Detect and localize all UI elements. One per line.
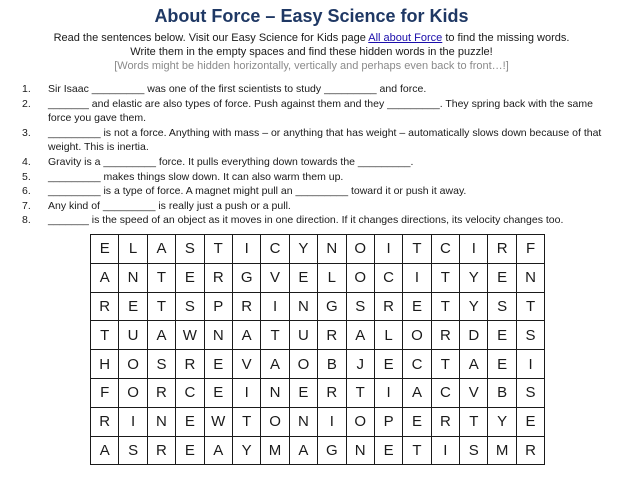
grid-cell: G: [318, 292, 346, 321]
grid-cell: W: [176, 321, 204, 350]
grid-cell: R: [374, 292, 402, 321]
hint-note: [Words might be hidden horizontally, vertically and perhaps even back to front…!]: [114, 60, 509, 72]
grid-cell: R: [176, 350, 204, 379]
grid-cell: B: [318, 350, 346, 379]
grid-row: [91, 292, 545, 321]
grid-cell: E: [91, 235, 119, 264]
question-text: Any kind of _________ is really just a push or a pull.: [48, 199, 291, 212]
grid-cell: O: [119, 350, 147, 379]
grid-cell: I: [232, 235, 260, 264]
grid-row: [91, 378, 545, 407]
grid-cell: V: [232, 350, 260, 379]
grid-cell: T: [403, 235, 431, 264]
question-text: _________ is a type of force. A magnet might pull an _________ toward it or push it away.: [48, 185, 467, 198]
grid-cell: E: [176, 263, 204, 292]
grid-row: [91, 436, 545, 465]
grid-cell: P: [374, 407, 402, 436]
grid-cell: N: [318, 235, 346, 264]
grid-cell: A: [204, 436, 232, 465]
grid-cell: S: [488, 292, 516, 321]
grid-cell: R: [147, 436, 175, 465]
grid-cell: D: [460, 321, 488, 350]
grid-cell: C: [403, 350, 431, 379]
question-text: _________ is not a force. Anything with mass – or anything that has weight – automatically slows down because of that weight. This is inertia.: [48, 126, 602, 154]
grid-cell: Y: [460, 263, 488, 292]
grid-cell: C: [431, 235, 459, 264]
grid-cell: C: [176, 378, 204, 407]
grid-cell: T: [431, 350, 459, 379]
grid-row: [91, 350, 545, 379]
grid-cell: T: [460, 407, 488, 436]
question-item: [22, 97, 612, 126]
question-number: 6.: [22, 185, 31, 198]
grid-cell: E: [488, 350, 516, 379]
grid-cell: A: [346, 321, 374, 350]
grid-cell: O: [289, 350, 317, 379]
grid-cell: I: [403, 263, 431, 292]
grid-cell: S: [516, 378, 544, 407]
question-number: 3.: [22, 126, 31, 139]
question-item: [22, 82, 612, 97]
question-number: 1.: [22, 83, 31, 95]
grid-cell: E: [176, 436, 204, 465]
grid-cell: E: [204, 378, 232, 407]
grid-cell: V: [460, 378, 488, 407]
grid-cell: E: [516, 407, 544, 436]
question-item: [22, 126, 612, 155]
grid-cell: O: [346, 407, 374, 436]
grid-cell: L: [318, 263, 346, 292]
grid-cell: I: [374, 378, 402, 407]
grid-cell: A: [147, 235, 175, 264]
grid-cell: Y: [232, 436, 260, 465]
grid-cell: T: [431, 292, 459, 321]
grid-cell: U: [119, 321, 147, 350]
grid-cell: T: [147, 292, 175, 321]
grid-cell: F: [516, 235, 544, 264]
grid-cell: N: [119, 263, 147, 292]
grid-cell: A: [232, 321, 260, 350]
grid-cell: I: [431, 436, 459, 465]
question-text: _______ and elastic are also types of force. Push against them and they _________. They spring back with the same force you gave them.: [48, 97, 593, 125]
grid-cell: M: [488, 436, 516, 465]
question-item: [22, 184, 612, 199]
all-about-force-link[interactable]: All about Force: [368, 32, 443, 44]
grid-cell: R: [147, 378, 175, 407]
grid-cell: R: [91, 407, 119, 436]
grid-cell: N: [261, 378, 289, 407]
grid-cell: L: [119, 235, 147, 264]
grid-cell: T: [204, 235, 232, 264]
grid-cell: Y: [488, 407, 516, 436]
grid-cell: N: [516, 263, 544, 292]
grid-cell: C: [431, 378, 459, 407]
grid-cell: S: [176, 235, 204, 264]
grid-cell: A: [91, 436, 119, 465]
grid-cell: R: [204, 263, 232, 292]
grid-cell: Y: [289, 235, 317, 264]
grid-cell: N: [346, 436, 374, 465]
grid-cell: M: [261, 436, 289, 465]
instructions: [0, 31, 623, 73]
grid-cell: E: [204, 350, 232, 379]
grid-cell: S: [119, 436, 147, 465]
grid-cell: I: [374, 235, 402, 264]
grid-cell: I: [460, 235, 488, 264]
grid-row: [91, 407, 545, 436]
grid-row: [91, 321, 545, 350]
grid-cell: E: [119, 292, 147, 321]
instructions-line-2: Write them in the empty spaces and find these hidden words in the puzzle!: [130, 46, 493, 58]
instructions-line-1: [0, 31, 623, 45]
instructions-text-end: to find the missing words.: [442, 32, 570, 44]
grid-cell: A: [403, 378, 431, 407]
grid-cell: N: [289, 292, 317, 321]
question-item: [22, 213, 612, 228]
grid-cell: V: [261, 263, 289, 292]
grid-cell: H: [91, 350, 119, 379]
question-list: [22, 82, 612, 228]
grid-cell: I: [232, 378, 260, 407]
grid-cell: O: [261, 407, 289, 436]
question-text: _________ makes things slow down. It can also warm them up.: [48, 170, 344, 183]
grid-cell: E: [488, 321, 516, 350]
grid-cell: E: [289, 263, 317, 292]
grid-cell: E: [488, 263, 516, 292]
grid-cell: O: [346, 235, 374, 264]
grid-cell: Y: [460, 292, 488, 321]
grid-cell: O: [346, 263, 374, 292]
grid-cell: N: [289, 407, 317, 436]
grid-cell: N: [147, 407, 175, 436]
grid-cell: A: [289, 436, 317, 465]
grid-cell: A: [460, 350, 488, 379]
grid-cell: I: [119, 407, 147, 436]
grid-cell: A: [261, 350, 289, 379]
grid-cell: A: [147, 321, 175, 350]
grid-cell: R: [431, 321, 459, 350]
grid-cell: S: [346, 292, 374, 321]
grid-cell: F: [91, 378, 119, 407]
grid-row: [91, 235, 545, 264]
question-item: [22, 199, 612, 214]
grid-cell: T: [431, 263, 459, 292]
grid-cell: U: [289, 321, 317, 350]
question-item: [22, 155, 612, 170]
grid-cell: E: [176, 407, 204, 436]
grid-cell: T: [516, 292, 544, 321]
grid-cell: L: [374, 321, 402, 350]
grid-cell: R: [516, 436, 544, 465]
grid-cell: J: [346, 350, 374, 379]
grid-cell: I: [318, 407, 346, 436]
grid-cell: O: [119, 378, 147, 407]
grid-cell: R: [431, 407, 459, 436]
grid-cell: S: [147, 350, 175, 379]
grid-cell: T: [261, 321, 289, 350]
question-text: Gravity is a _________ force. It pulls everything down towards the _________.: [48, 155, 414, 168]
grid-cell: S: [460, 436, 488, 465]
worksheet-title: About Force – Easy Science for Kids: [154, 6, 469, 26]
grid-cell: R: [318, 378, 346, 407]
grid-cell: P: [204, 292, 232, 321]
grid-cell: C: [261, 235, 289, 264]
grid-cell: T: [346, 378, 374, 407]
grid-cell: S: [516, 321, 544, 350]
grid-cell: R: [318, 321, 346, 350]
grid-cell: W: [204, 407, 232, 436]
grid-cell: E: [289, 378, 317, 407]
grid-cell: E: [374, 350, 402, 379]
grid-row: [91, 263, 545, 292]
question-number: 4.: [22, 155, 31, 168]
grid-cell: G: [318, 436, 346, 465]
grid-cell: G: [232, 263, 260, 292]
grid-cell: B: [488, 378, 516, 407]
grid-cell: E: [403, 407, 431, 436]
grid-cell: I: [516, 350, 544, 379]
grid-cell: T: [91, 321, 119, 350]
grid-cell: N: [204, 321, 232, 350]
grid-cell: T: [403, 436, 431, 465]
question-number: 2.: [22, 97, 31, 110]
word-search-grid: [90, 234, 545, 465]
grid-cell: O: [403, 321, 431, 350]
question-number: 5.: [22, 170, 31, 183]
grid-cell: E: [403, 292, 431, 321]
instructions-text: Read the sentences below. Visit our Easy Science for Kids page: [53, 32, 369, 44]
question-item: [22, 170, 612, 185]
grid-cell: E: [374, 436, 402, 465]
grid-cell: R: [232, 292, 260, 321]
grid-cell: A: [91, 263, 119, 292]
grid-cell: R: [91, 292, 119, 321]
grid-cell: R: [488, 235, 516, 264]
question-text: Sir Isaac _________ was one of the first scientists to study _________ and force.: [48, 83, 427, 95]
grid-cell: C: [374, 263, 402, 292]
question-text: _______ is the speed of an object as it moves in one direction. If it changes directions, its velocity changes too.: [48, 214, 564, 227]
question-number: 8.: [22, 214, 31, 227]
grid-cell: T: [147, 263, 175, 292]
grid-cell: I: [261, 292, 289, 321]
grid-cell: T: [232, 407, 260, 436]
question-number: 7.: [22, 199, 31, 212]
grid-cell: S: [176, 292, 204, 321]
